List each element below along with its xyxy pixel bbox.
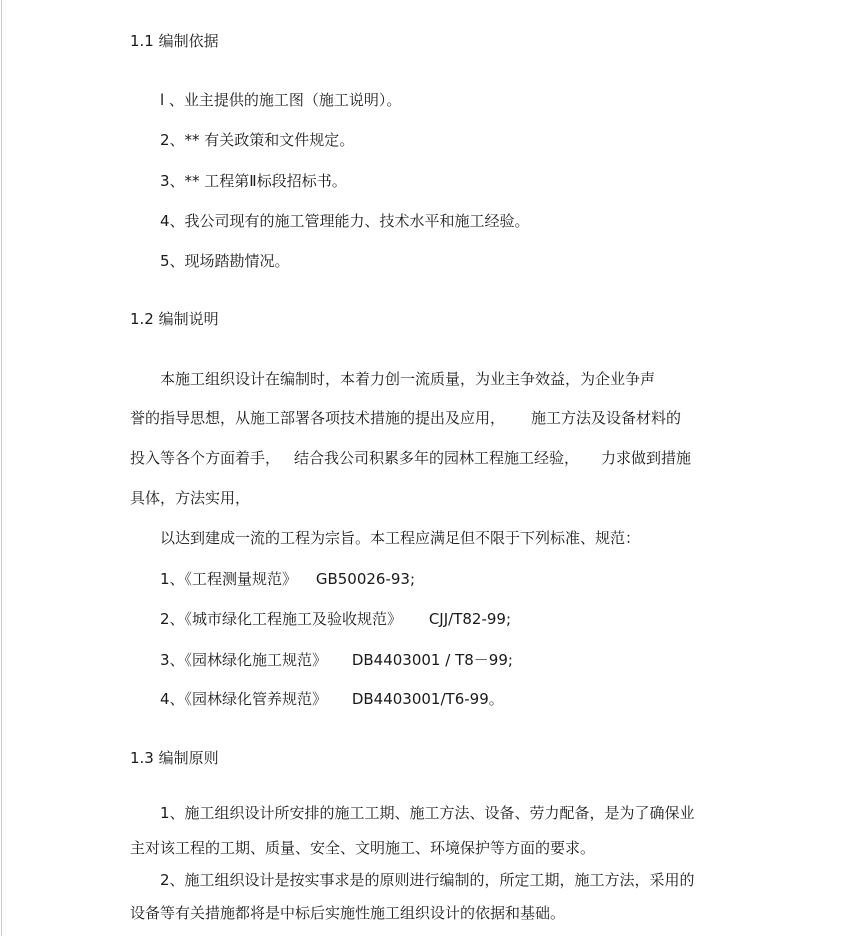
description-line-3-part-b: 结合我公司积累多年的园林工程施工经验，: [294, 449, 580, 467]
description-line-2: [130, 408, 681, 428]
section-1-1-heading: 1.1 编制依据: [130, 32, 219, 50]
basis-item-1: l 、业主提供的施工图（施工说明）。: [160, 91, 402, 109]
basis-item-4: 4、我公司现有的施工管理能力、技术水平和施工经验。: [160, 212, 530, 230]
description-line-4: 具体，方法实用，: [130, 489, 251, 507]
principle-line-3: 2、施工组织设计是按实事求是的原则进行编制的，所定工期，施工方法，采用的: [160, 871, 695, 889]
basis-item-3: 3、** 工程第Ⅱ标段招标书。: [160, 172, 347, 190]
section-1-3-heading: 1.3 编制原则: [130, 749, 219, 767]
standard-name: 2、《城市绿化工程施工及验收规范》: [160, 610, 403, 628]
basis-item-5: 5、现场踏勘情况。: [160, 252, 290, 270]
standard-code: DB4403001/T6-99。: [351, 690, 504, 708]
page-edge-line: [1, 0, 2, 936]
description-line-3: [130, 448, 691, 468]
standard-item-4: [160, 689, 504, 709]
description-line-1: 本施工组织设计在编制时，本着力创一流质量，为业主争效益，为企业争声: [160, 370, 656, 388]
description-line-2-part-b: 施工方法及设备材料的: [531, 409, 682, 427]
standard-item-3: [160, 650, 513, 670]
description-line-3-part-c: 力求做到措施: [601, 449, 692, 467]
standard-code: DB4403001 / T8－99;: [351, 651, 513, 669]
description-line-3-part-a: 投入等各个方面着手，: [130, 449, 281, 467]
basis-item-2: 2、** 有关政策和文件规定。: [160, 131, 355, 149]
standards-intro: 以达到建成一流的工程为宗旨。本工程应满足但不限于下列标准、规范：: [160, 529, 641, 547]
description-line-2-part-a: 誉的指导思想，从施工部署各项技术措施的提出及应用，: [130, 409, 506, 427]
standard-name: 4、《园林绿化管养规范》: [160, 690, 328, 708]
principle-line-4: 设备等有关措施都将是中标后实施性施工组织设计的依据和基础。: [130, 904, 566, 922]
standard-name: 3、《园林绿化施工规范》: [160, 651, 328, 669]
standard-item-2: [160, 609, 511, 629]
standard-item-1: [160, 569, 415, 589]
section-1-2-heading: 1.2 编制说明: [130, 310, 219, 328]
standard-code: GB50026-93;: [315, 570, 416, 588]
standard-code: CJJ/T82-99;: [428, 610, 512, 628]
principle-line-2: 主对该工程的工期、质量、安全、文明施工、环境保护等方面的要求。: [130, 839, 596, 857]
standard-name: 1、《工程测量规范》: [160, 570, 298, 588]
principle-line-1: 1、施工组织设计所安排的施工工期、施工方法、设备、劳力配备，是为了确保业: [160, 804, 695, 822]
